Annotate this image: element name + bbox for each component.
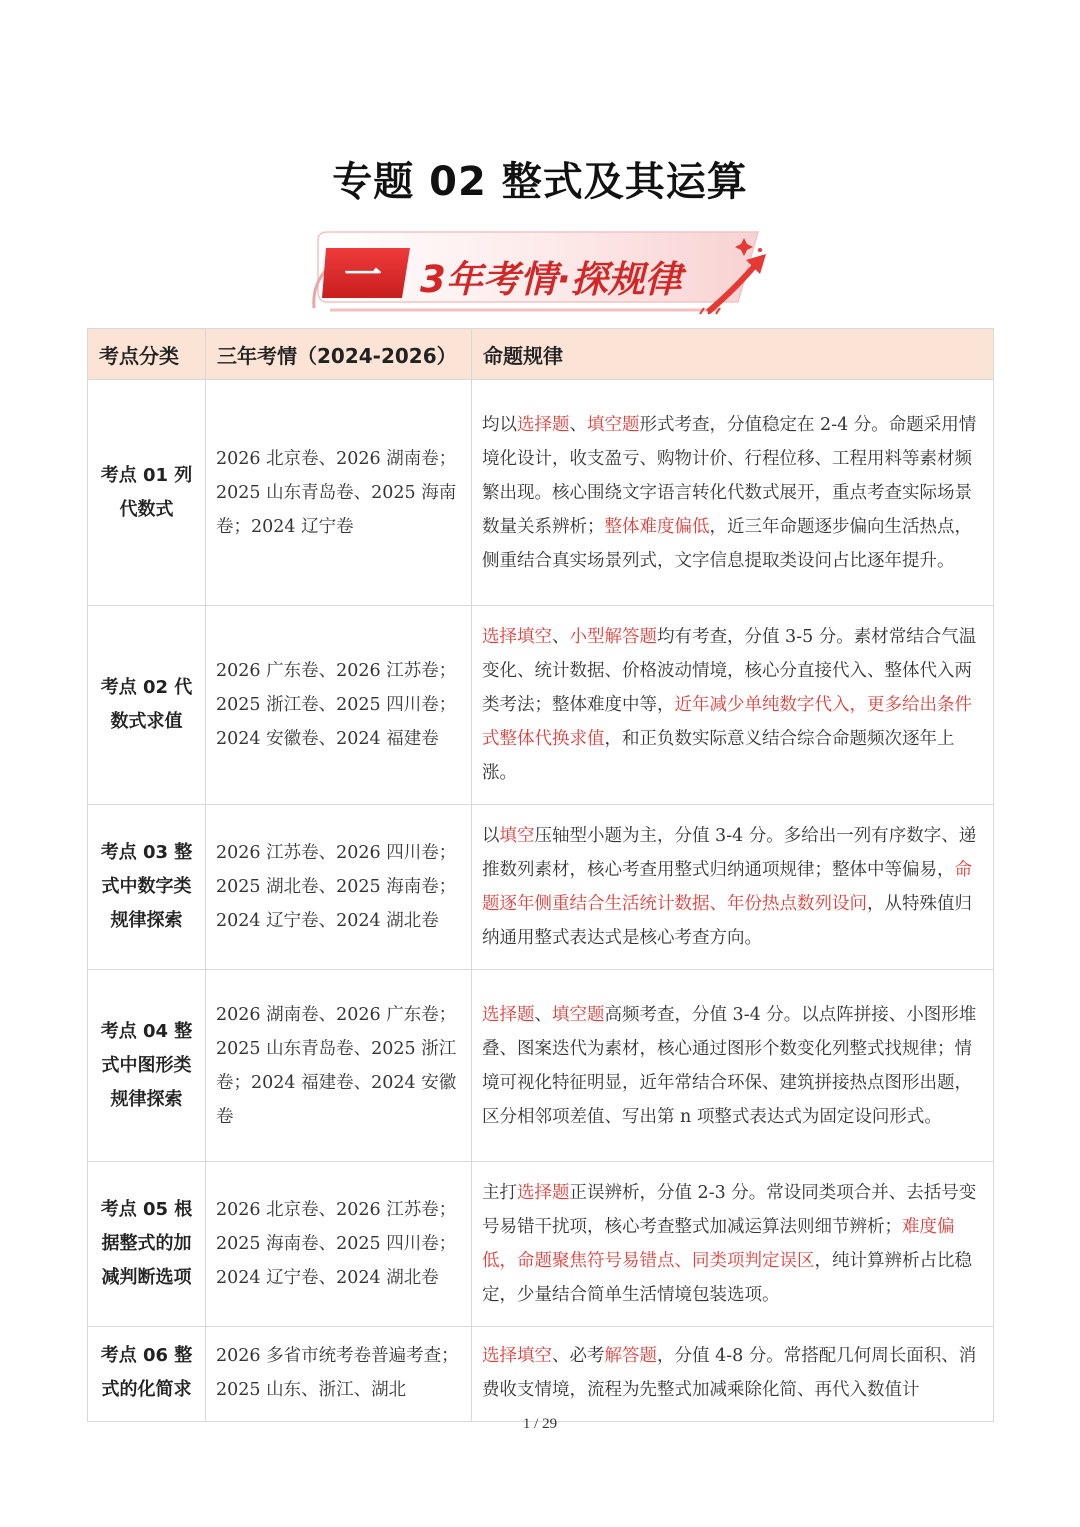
- years-cell: 2026 江苏卷、2026 四川卷；2025 湖北卷、2025 海南卷；2024 辽宁卷、2024 湖北卷: [206, 805, 472, 970]
- highlight-text: 命题逐年侧重结合生活统计数据、年份热点数列设问: [482, 860, 972, 914]
- table-header-row: [88, 329, 994, 380]
- rule-cell: [472, 970, 994, 1162]
- rule-text: 、: [569, 414, 587, 435]
- rule-text: ，分值 4-8 分。常搭配几何周长面积、消费收支情境，流程为先整式加减乘除化简、再代入数值计: [482, 1346, 977, 1400]
- header-category: 考点分类: [88, 329, 206, 380]
- highlight-text: 选择题: [517, 414, 570, 435]
- highlight-text: 近年减少单纯数字代入，更多给出条件式整体代换求值: [482, 695, 972, 749]
- table-row: [88, 380, 994, 606]
- rule-text: ，纯计算辨析占比稳定，少量结合简单生活情境包装选项。: [482, 1251, 972, 1305]
- years-cell: 2026 多省市统考卷普遍考查；2025 山东、浙江、湖北: [206, 1327, 472, 1422]
- rule-text: 、: [552, 627, 570, 647]
- years-cell: 2026 广东卷、2026 江苏卷；2025 浙江卷、2025 四川卷；2024 安徽卷、2024 福建卷: [206, 606, 472, 805]
- rule-text: 正误辨析，分值 2-3 分。常设同类项合并、去括号变号易错干扰项，核心考查整式加减运算法则细节辨析；: [482, 1183, 977, 1237]
- rule-cell: [472, 606, 994, 805]
- header-years: 三年考情（2024-2026）: [206, 329, 472, 380]
- rule-text: 以: [482, 826, 500, 846]
- rule-text: 压轴型小题为主，分值 3-4 分。多给出一列有序数字、递推数列素材，核心考查用整式归纳通项规律；整体中等偏易，: [482, 826, 977, 880]
- rule-text: 形式考查，分值稳定在 2-4 分。命题采用情境化设计，收支盈亏、购物计价、行程位移、工程用料等素材频繁出现。核心围绕文字语言转化代数式展开，重点考查实际场景数量关系辨析；: [482, 414, 977, 537]
- section-banner: [308, 226, 778, 322]
- page-title: 专题 02 整式及其运算: [332, 159, 748, 205]
- highlight-text: 选择填空: [482, 1346, 552, 1366]
- banner-number: 一: [343, 253, 383, 297]
- category-cell: 考点 01 列代数式: [88, 380, 206, 606]
- years-cell: 2026 湖南卷、2026 广东卷；2025 山东青岛卷、2025 浙江卷；2024 福建卷、2024 安徽卷: [206, 970, 472, 1162]
- years-cell: 2026 北京卷、2026 江苏卷；2025 海南卷、2025 四川卷；2024 辽宁卷、2024 湖北卷: [206, 1162, 472, 1327]
- header-rule: 命题规律: [472, 329, 994, 380]
- rule-text: 、必考: [552, 1346, 605, 1366]
- highlight-text: 小型解答题: [569, 627, 657, 647]
- table-row: [88, 805, 994, 970]
- highlight-text: 解答题: [604, 1346, 657, 1366]
- category-cell: 考点 06 整式的化简求: [88, 1327, 206, 1422]
- rule-text: 、: [534, 1004, 552, 1025]
- table-row: [88, 606, 994, 805]
- highlight-text: 整体难度偏低: [604, 516, 710, 537]
- highlight-text: 选择填空: [482, 627, 552, 647]
- highlight-text: 难度偏低，命题聚焦符号易错点、同类项判定误区: [482, 1217, 955, 1271]
- highlight-text: 填空: [499, 826, 535, 846]
- category-cell: 考点 02 代数式求值: [88, 606, 206, 805]
- rule-cell: [472, 380, 994, 606]
- highlight-text: 选择题: [517, 1183, 570, 1203]
- table-row: [88, 1327, 994, 1422]
- rule-text: ，和正负数实际意义结合综合命题频次逐年上涨。: [482, 729, 955, 783]
- banner-text: 3年考情·探规律: [420, 258, 682, 301]
- rule-cell: [472, 1162, 994, 1327]
- category-cell: 考点 04 整式中图形类规律探索: [88, 970, 206, 1162]
- rule-text: 高频考查，分值 3-4 分。以点阵拼接、小图形堆叠、图案迭代为素材，核心通过图形个数变化列整式找规律；情境可视化特征明显，近年常结合环保、建筑拼接热点图形出题，区分相邻项差值、写出第 n 项整式表达式为固定设问形式。: [482, 1004, 977, 1127]
- rule-text: 均以: [482, 414, 517, 435]
- years-cell: 2026 北京卷、2026 湖南卷；2025 山东青岛卷、2025 海南卷；2024 辽宁卷: [206, 380, 472, 606]
- exam-analysis-table: [87, 328, 994, 1422]
- highlight-text: 填空题: [552, 1004, 605, 1025]
- rule-text: ，近三年命题逐步偏向生活热点，侧重结合真实场景列式，文字信息提取类设问占比逐年提升。: [482, 516, 972, 571]
- highlight-text: 选择题: [482, 1004, 535, 1025]
- rule-cell: [472, 805, 994, 970]
- table-row: [88, 970, 994, 1162]
- rule-text: ，从特殊值归纳通用整式表达式是核心考查方向。: [482, 894, 972, 948]
- table-row: [88, 1162, 994, 1327]
- category-cell: 考点 03 整式中数字类规律探索: [88, 805, 206, 970]
- rule-text: 均有考查，分值 3-5 分。素材常结合气温变化、统计数据、价格波动情境，核心分直接代入、整体代入两类考法；整体难度中等，: [482, 627, 977, 715]
- highlight-text: 填空题: [587, 414, 640, 435]
- page-number: 1 / 29: [522, 1416, 558, 1432]
- rule-text: 主打: [482, 1183, 517, 1203]
- category-cell: 考点 05 根据整式的加减判断选项: [88, 1162, 206, 1327]
- rule-cell: [472, 1327, 994, 1422]
